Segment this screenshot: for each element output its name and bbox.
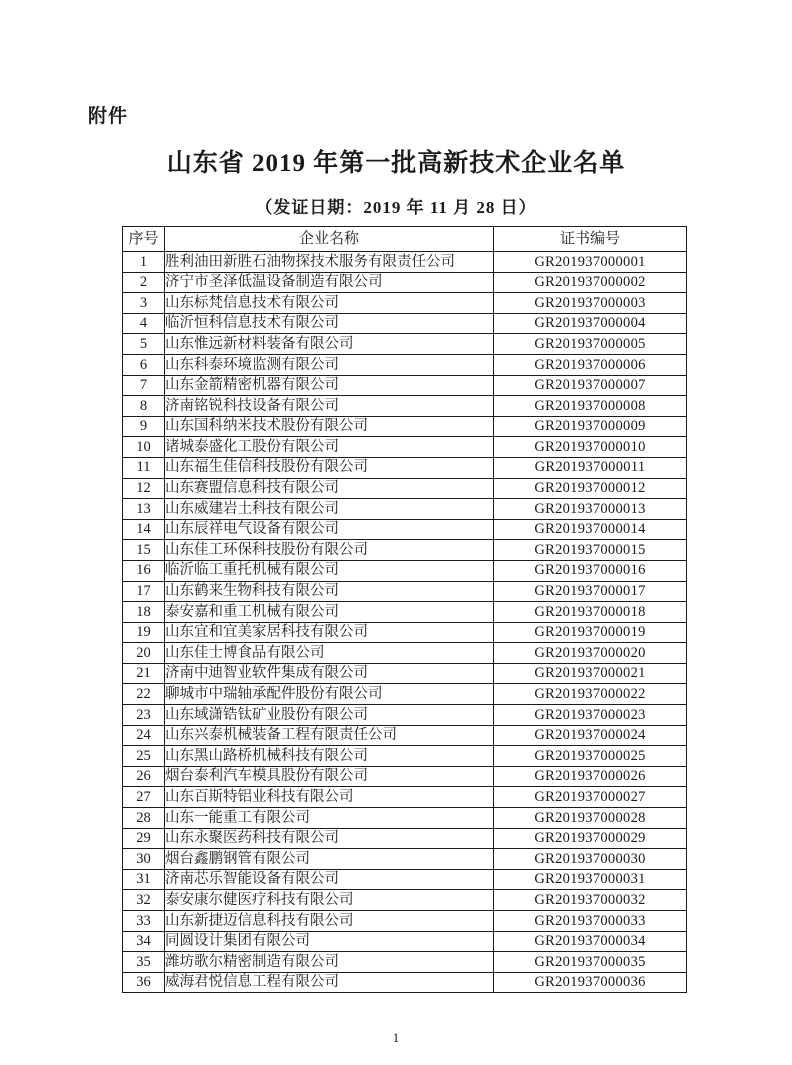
row-company-name: 同圆设计集团有限公司 xyxy=(165,931,494,952)
row-seq: 23 xyxy=(123,705,165,726)
table-row xyxy=(123,622,687,643)
row-company-name: 济南铭锐科技设备有限公司 xyxy=(165,396,494,417)
row-company-name: 济南芯乐智能设备有限公司 xyxy=(165,869,494,890)
row-seq: 36 xyxy=(123,972,165,993)
row-company-name: 诸城泰盛化工股份有限公司 xyxy=(165,437,494,458)
row-seq: 29 xyxy=(123,828,165,849)
row-company-name: 济宁市圣泽低温设备制造有限公司 xyxy=(165,272,494,293)
row-cert-number: GR201937000031 xyxy=(494,869,687,890)
row-cert-number: GR201937000014 xyxy=(494,519,687,540)
row-seq: 12 xyxy=(123,478,165,499)
row-cert-number: GR201937000032 xyxy=(494,890,687,911)
row-cert-number: GR201937000027 xyxy=(494,787,687,808)
table-row xyxy=(123,313,687,334)
row-seq: 18 xyxy=(123,602,165,623)
row-cert-number: GR201937000016 xyxy=(494,560,687,581)
row-company-name: 山东金箭精密机器有限公司 xyxy=(165,375,494,396)
row-seq: 15 xyxy=(123,540,165,561)
table-header-row xyxy=(123,227,687,252)
table-row xyxy=(123,787,687,808)
table-row xyxy=(123,643,687,664)
row-seq: 16 xyxy=(123,560,165,581)
row-seq: 28 xyxy=(123,808,165,829)
row-company-name: 烟台泰利汽车模具股份有限公司 xyxy=(165,766,494,787)
row-seq: 32 xyxy=(123,890,165,911)
table-row xyxy=(123,849,687,870)
table-row xyxy=(123,293,687,314)
row-company-name: 临沂恒科信息技术有限公司 xyxy=(165,313,494,334)
row-company-name: 聊城市中瑞轴承配件股份有限公司 xyxy=(165,684,494,705)
table-row xyxy=(123,396,687,417)
row-seq: 6 xyxy=(123,354,165,375)
table-row xyxy=(123,684,687,705)
row-company-name: 胜利油田新胜石油物探技术服务有限责任公司 xyxy=(165,252,494,273)
row-cert-number: GR201937000022 xyxy=(494,684,687,705)
column-header-seq: 序号 xyxy=(123,227,165,252)
attachment-label: 附件 xyxy=(88,106,129,127)
row-cert-number: GR201937000021 xyxy=(494,663,687,684)
row-cert-number: GR201937000013 xyxy=(494,499,687,520)
table-row xyxy=(123,725,687,746)
row-cert-number: GR201937000018 xyxy=(494,602,687,623)
table-row xyxy=(123,519,687,540)
row-cert-number: GR201937000004 xyxy=(494,313,687,334)
table-row xyxy=(123,602,687,623)
table-row xyxy=(123,931,687,952)
row-seq: 14 xyxy=(123,519,165,540)
row-seq: 3 xyxy=(123,293,165,314)
table-row xyxy=(123,375,687,396)
row-company-name: 山东科泰环境监测有限公司 xyxy=(165,354,494,375)
table-row xyxy=(123,457,687,478)
table-row xyxy=(123,252,687,273)
row-company-name: 山东黑山路桥机械科技有限公司 xyxy=(165,746,494,767)
row-company-name: 临沂临工重托机械有限公司 xyxy=(165,560,494,581)
row-company-name: 山东佳工环保科技股份有限公司 xyxy=(165,540,494,561)
row-seq: 22 xyxy=(123,684,165,705)
row-cert-number: GR201937000020 xyxy=(494,643,687,664)
table-row xyxy=(123,437,687,458)
row-seq: 11 xyxy=(123,457,165,478)
table-row xyxy=(123,911,687,932)
row-seq: 31 xyxy=(123,869,165,890)
table-row xyxy=(123,766,687,787)
row-cert-number: GR201937000002 xyxy=(494,272,687,293)
row-seq: 25 xyxy=(123,746,165,767)
table-row xyxy=(123,705,687,726)
row-company-name: 泰安康尔健医疗科技有限公司 xyxy=(165,890,494,911)
table-row xyxy=(123,334,687,355)
row-seq: 8 xyxy=(123,396,165,417)
row-seq: 7 xyxy=(123,375,165,396)
table-row xyxy=(123,663,687,684)
page-title: 山东省 2019 年第一批高新技术企业名单 xyxy=(166,150,626,177)
row-cert-number: GR201937000034 xyxy=(494,931,687,952)
table-row xyxy=(123,808,687,829)
row-company-name: 山东一能重工有限公司 xyxy=(165,808,494,829)
table-row xyxy=(123,416,687,437)
row-cert-number: GR201937000033 xyxy=(494,911,687,932)
row-cert-number: GR201937000010 xyxy=(494,437,687,458)
table-row xyxy=(123,869,687,890)
issue-date-subtitle: （发证日期：2019 年 11 月 28 日） xyxy=(255,198,537,217)
row-seq: 26 xyxy=(123,766,165,787)
row-company-name: 威海君悦信息工程有限公司 xyxy=(165,972,494,993)
table-row xyxy=(123,890,687,911)
row-seq: 34 xyxy=(123,931,165,952)
row-seq: 13 xyxy=(123,499,165,520)
row-company-name: 山东赛盟信息科技有限公司 xyxy=(165,478,494,499)
row-cert-number: GR201937000009 xyxy=(494,416,687,437)
row-seq: 9 xyxy=(123,416,165,437)
row-company-name: 山东辰祥电气设备有限公司 xyxy=(165,519,494,540)
row-company-name: 山东永聚医药科技有限公司 xyxy=(165,828,494,849)
row-seq: 4 xyxy=(123,313,165,334)
row-company-name: 山东国科纳米技术股份有限公司 xyxy=(165,416,494,437)
row-company-name: 山东兴泰机械装备工程有限责任公司 xyxy=(165,725,494,746)
row-cert-number: GR201937000029 xyxy=(494,828,687,849)
row-seq: 30 xyxy=(123,849,165,870)
row-seq: 24 xyxy=(123,725,165,746)
column-header-company-name: 企业名称 xyxy=(165,227,494,252)
row-company-name: 山东鹤来生物科技有限公司 xyxy=(165,581,494,602)
table-row xyxy=(123,952,687,973)
row-company-name: 山东佳士博食品有限公司 xyxy=(165,643,494,664)
table-row xyxy=(123,499,687,520)
row-cert-number: GR201937000035 xyxy=(494,952,687,973)
table-row xyxy=(123,828,687,849)
table-row xyxy=(123,746,687,767)
row-company-name: 潍坊歌尔精密制造有限公司 xyxy=(165,952,494,973)
row-cert-number: GR201937000015 xyxy=(494,540,687,561)
column-header-cert-number: 证书编号 xyxy=(494,227,687,252)
table-row xyxy=(123,560,687,581)
row-cert-number: GR201937000036 xyxy=(494,972,687,993)
table-row xyxy=(123,972,687,993)
row-seq: 1 xyxy=(123,252,165,273)
row-company-name: 济南中迪智业软件集成有限公司 xyxy=(165,663,494,684)
row-cert-number: GR201937000019 xyxy=(494,622,687,643)
table-row xyxy=(123,272,687,293)
table-row xyxy=(123,354,687,375)
row-company-name: 山东福生佳信科技股份有限公司 xyxy=(165,457,494,478)
row-seq: 5 xyxy=(123,334,165,355)
row-seq: 17 xyxy=(123,581,165,602)
row-company-name: 山东宜和宜美家居科技有限公司 xyxy=(165,622,494,643)
row-cert-number: GR201937000024 xyxy=(494,725,687,746)
row-cert-number: GR201937000012 xyxy=(494,478,687,499)
row-company-name: 山东新捷迈信息科技有限公司 xyxy=(165,911,494,932)
row-cert-number: GR201937000005 xyxy=(494,334,687,355)
row-cert-number: GR201937000017 xyxy=(494,581,687,602)
row-seq: 33 xyxy=(123,911,165,932)
row-seq: 10 xyxy=(123,437,165,458)
row-cert-number: GR201937000011 xyxy=(494,457,687,478)
row-cert-number: GR201937000006 xyxy=(494,354,687,375)
page-number: 1 xyxy=(392,1030,400,1045)
row-company-name: 山东标梵信息技术有限公司 xyxy=(165,293,494,314)
row-seq: 2 xyxy=(123,272,165,293)
table-row xyxy=(123,540,687,561)
row-seq: 27 xyxy=(123,787,165,808)
row-seq: 20 xyxy=(123,643,165,664)
row-cert-number: GR201937000025 xyxy=(494,746,687,767)
table-row xyxy=(123,478,687,499)
row-cert-number: GR201937000026 xyxy=(494,766,687,787)
row-seq: 35 xyxy=(123,952,165,973)
enterprise-table xyxy=(122,226,687,993)
row-cert-number: GR201937000030 xyxy=(494,849,687,870)
row-cert-number: GR201937000003 xyxy=(494,293,687,314)
row-cert-number: GR201937000028 xyxy=(494,808,687,829)
row-company-name: 烟台鑫鹏钢管有限公司 xyxy=(165,849,494,870)
row-company-name: 泰安嘉和重工机械有限公司 xyxy=(165,602,494,623)
row-cert-number: GR201937000007 xyxy=(494,375,687,396)
row-cert-number: GR201937000001 xyxy=(494,252,687,273)
row-company-name: 山东百斯特铝业科技有限公司 xyxy=(165,787,494,808)
row-seq: 21 xyxy=(123,663,165,684)
row-cert-number: GR201937000008 xyxy=(494,396,687,417)
row-company-name: 山东域潇锆钛矿业股份有限公司 xyxy=(165,705,494,726)
row-company-name: 山东威建岩土科技有限公司 xyxy=(165,499,494,520)
row-company-name: 山东惟远新材料装备有限公司 xyxy=(165,334,494,355)
row-cert-number: GR201937000023 xyxy=(494,705,687,726)
table-row xyxy=(123,581,687,602)
row-seq: 19 xyxy=(123,622,165,643)
